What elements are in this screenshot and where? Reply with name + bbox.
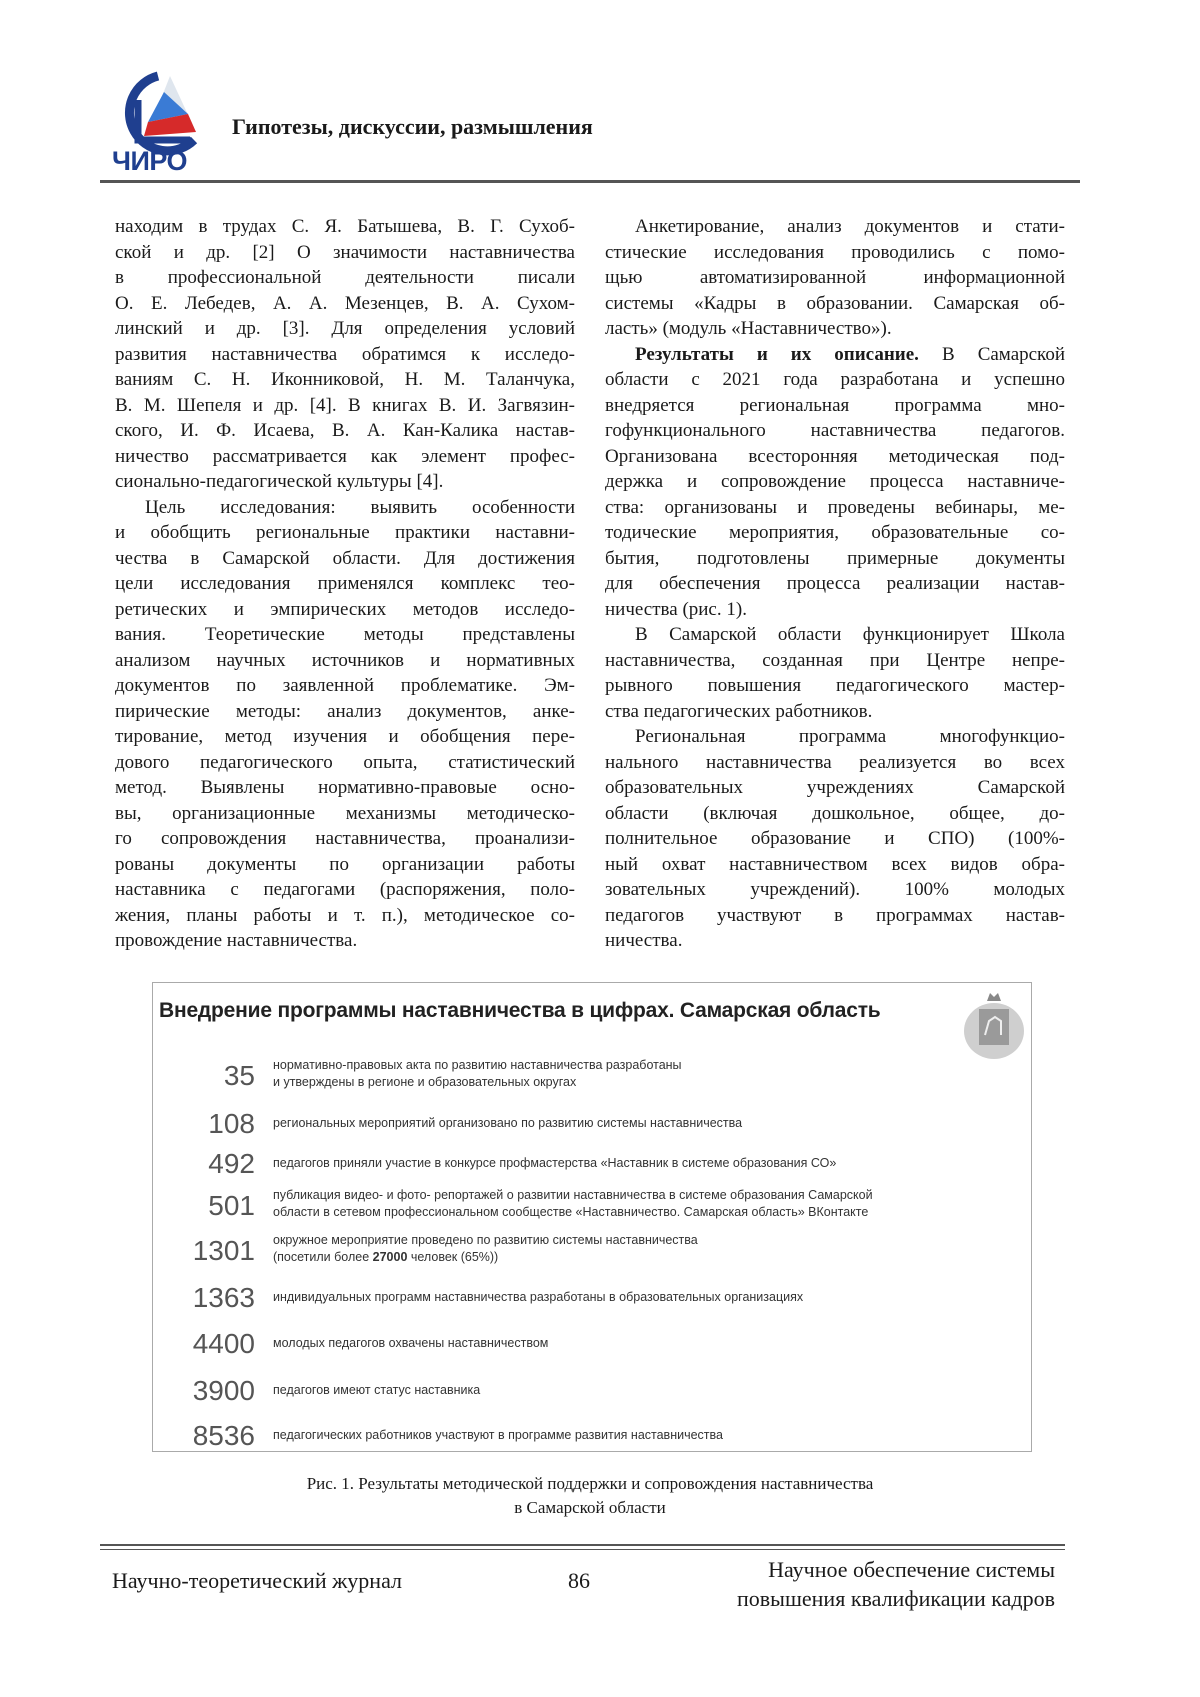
- text-line: наставничества, созданная при Центре непре-: [605, 648, 1065, 674]
- footer-journal-name: Научно-теоретический журнал: [112, 1568, 402, 1594]
- text-line: нального наставничества реализуется во всех: [605, 750, 1065, 776]
- text-line: зовательных учреждений). 100% молодых: [605, 877, 1065, 903]
- text-line: щью автоматизированной информационной: [605, 265, 1065, 291]
- stat-description: [273, 1427, 723, 1444]
- footer-journal-title: [737, 1555, 1055, 1613]
- desc-line: педагогических работников участвуют в программе развития наставничества: [273, 1427, 723, 1444]
- text-line: жения, планы работы и т. п.), методическое со-: [115, 903, 575, 929]
- text-line: цели исследования применялся комплекс тео-: [115, 571, 575, 597]
- text-line: ничество рассматривается как элемент профес-: [115, 444, 575, 470]
- footer-divider: [100, 1544, 1065, 1546]
- text-line: Региональная программа многофункцио-: [605, 724, 1065, 750]
- text: (посетили более: [273, 1250, 373, 1264]
- text-line: сионально-педагогической культуры [4].: [115, 469, 575, 495]
- page-number: 86: [568, 1568, 590, 1594]
- text-line: пирические методы: анализ документов, анке-: [115, 699, 575, 725]
- logo-text: ЧИРО: [112, 146, 187, 177]
- desc-line: нормативно-правовых акта по развитию наставничества разработаны: [273, 1057, 682, 1074]
- desc-line: и утверждены в регионе и образовательных округах: [273, 1074, 682, 1091]
- highlight-number: 27000: [373, 1250, 408, 1264]
- text-line: бытия, подготовлены примерные документы: [605, 546, 1065, 572]
- stat-description: [273, 1187, 873, 1221]
- stat-description: [273, 1232, 698, 1266]
- desc-line: окружное мероприятие проведено по развитию системы наставничества: [273, 1232, 698, 1249]
- text-line: Цель исследования: выявить особенности: [115, 495, 575, 521]
- text-line: ретических и эмпирических методов исследо-: [115, 597, 575, 623]
- text-line: В. М. Шепеля и др. [4]. В книгах В. И. Загвязин-: [115, 393, 575, 419]
- text-line: внедряется региональная программа мно-: [605, 393, 1065, 419]
- figure-title: Внедрение программы наставничества в цифрах. Самарская область: [159, 999, 881, 1023]
- text-line: развития наставничества обратимся к исследо-: [115, 342, 575, 368]
- text-line: вания. Теоретические методы представлены: [115, 622, 575, 648]
- text-line: [605, 342, 1065, 368]
- text-line: метод. Выявлены нормативно-правовые осно-: [115, 775, 575, 801]
- stat-number: 108: [163, 1109, 255, 1139]
- right-column: [605, 214, 1065, 954]
- text-line: вы, организационные механизмы методическо-: [115, 801, 575, 827]
- text-line: линский и др. [3]. Для определения условий: [115, 316, 575, 342]
- text-line: тирование, метод изучения и обобщения пере-: [115, 724, 575, 750]
- text-line: ской и др. [2] О значимости наставничества: [115, 240, 575, 266]
- desc-line: области в сетевом профессиональном сообществе «Наставничество. Самарская область» ВКонтакте: [273, 1204, 873, 1221]
- footer-title-line: повышения квалификации кадров: [737, 1584, 1055, 1613]
- text-line: ского, И. Ф. Исаева, В. А. Кан-Калика настав-: [115, 418, 575, 444]
- stat-number: 35: [163, 1061, 255, 1091]
- stat-description: [273, 1057, 682, 1091]
- text-line: дового педагогического опыта, статистический: [115, 750, 575, 776]
- stat-description: [273, 1382, 480, 1399]
- paragraph: [605, 214, 1065, 342]
- text-line: для обеспечения процесса реализации настав-: [605, 571, 1065, 597]
- text-line: го сопровождения наставничества, проанализи-: [115, 826, 575, 852]
- figure-caption: [100, 1472, 1080, 1520]
- text-line: анализом научных источников и нормативных: [115, 648, 575, 674]
- text-line: чества в Самарской области. Для достижения: [115, 546, 575, 572]
- desc-line: индивидуальных программ наставничества разработаны в образовательных организациях: [273, 1289, 803, 1306]
- header-divider: [100, 180, 1080, 183]
- text-line: О. Е. Лебедев, А. А. Мезенцев, В. А. Сухом-: [115, 291, 575, 317]
- text-line: ства: организованы и проведены вебинары, ме-: [605, 495, 1065, 521]
- stat-number: 4400: [163, 1329, 255, 1359]
- bold-heading: Результаты и их описание.: [635, 344, 919, 365]
- text-line: ный охват наставничеством всех видов обра-: [605, 852, 1065, 878]
- text-line: ничества.: [605, 928, 1065, 954]
- text-line: гофункционального наставничества педагогов.: [605, 418, 1065, 444]
- desc-line: молодых педагогов охвачены наставничеством: [273, 1335, 548, 1352]
- text-line: в профессиональной деятельности писали: [115, 265, 575, 291]
- text-line: рывного повышения педагогического мастер-: [605, 673, 1065, 699]
- caption-line: в Самарской области: [100, 1496, 1080, 1520]
- stat-description: [273, 1155, 836, 1172]
- text-line: провождение наставничества.: [115, 928, 575, 954]
- stat-number: 8536: [163, 1421, 255, 1451]
- text-line: документов по заявленной проблематике. Эм-: [115, 673, 575, 699]
- paragraph: [605, 342, 1065, 623]
- text-line: педагогов участвуют в программах настав-: [605, 903, 1065, 929]
- stat-number: 1363: [163, 1283, 255, 1313]
- text-line: держка и сопровождение процесса наставниче-: [605, 469, 1065, 495]
- desc-line: публикация видео- и фото- репортажей о развитии наставничества в системе образования Самарской: [273, 1187, 873, 1204]
- desc-line: [273, 1249, 698, 1266]
- text-line: полнительное образование и СПО) (100%-: [605, 826, 1065, 852]
- text-line: стические исследования проводились с помо-: [605, 240, 1065, 266]
- desc-line: педагогов имеют статус наставника: [273, 1382, 480, 1399]
- text-line: образовательных учреждениях Самарской: [605, 775, 1065, 801]
- footer-divider: [100, 1549, 1065, 1550]
- text-line: наставника с педагогами (распоряжения, поло-: [115, 877, 575, 903]
- stat-description: [273, 1115, 742, 1132]
- figure-infographic: [152, 982, 1032, 1452]
- text-line: ласть» (модуль «Наставничество»).: [605, 316, 1065, 342]
- text-line: области (включая дошкольное, общее, до-: [605, 801, 1065, 827]
- text-line: Организована всесторонняя методическая под-: [605, 444, 1065, 470]
- stat-description: [273, 1289, 803, 1306]
- paragraph: [605, 622, 1065, 724]
- text-line: ничества (рис. 1).: [605, 597, 1065, 623]
- stat-description: [273, 1335, 548, 1352]
- text-line: области с 2021 года разработана и успешно: [605, 367, 1065, 393]
- text-line: ства педагогических работников.: [605, 699, 1065, 725]
- text-line: тодические мероприятия, образовательные со-: [605, 520, 1065, 546]
- stat-number: 1301: [163, 1236, 255, 1266]
- footer-title-line: Научное обеспечение системы: [737, 1555, 1055, 1584]
- text-line: системы «Кадры в образовании. Самарская об-: [605, 291, 1065, 317]
- samara-coat-of-arms-icon: [961, 991, 1027, 1063]
- text: В Самарской: [919, 344, 1065, 365]
- stat-number: 501: [163, 1191, 255, 1221]
- text-line: Анкетирование, анализ документов и стати-: [605, 214, 1065, 240]
- stat-number: 492: [163, 1149, 255, 1179]
- left-column: [115, 214, 575, 954]
- text-line: находим в трудах С. Я. Батышева, В. Г. Сухоб-: [115, 214, 575, 240]
- text: человек (65%)): [407, 1250, 498, 1264]
- paragraph: [605, 724, 1065, 954]
- paragraph: [115, 495, 575, 954]
- paragraph: [115, 214, 575, 495]
- desc-line: региональных мероприятий организовано по развитию системы наставничества: [273, 1115, 742, 1132]
- section-title: Гипотезы, дискуссии, размышления: [232, 114, 593, 140]
- text-line: рованы документы по организации работы: [115, 852, 575, 878]
- text-line: ваниям С. Н. Иконниковой, Н. М. Таланчука,: [115, 367, 575, 393]
- stat-number: 3900: [163, 1376, 255, 1406]
- text-line: В Самарской области функционирует Школа: [605, 622, 1065, 648]
- caption-line: Рис. 1. Результаты методической поддержки и сопровождения наставничества: [100, 1472, 1080, 1496]
- desc-line: педагогов приняли участие в конкурсе профмастерства «Наставник в системе образования СО»: [273, 1155, 836, 1172]
- text-line: и обобщить региональные практики наставни-: [115, 520, 575, 546]
